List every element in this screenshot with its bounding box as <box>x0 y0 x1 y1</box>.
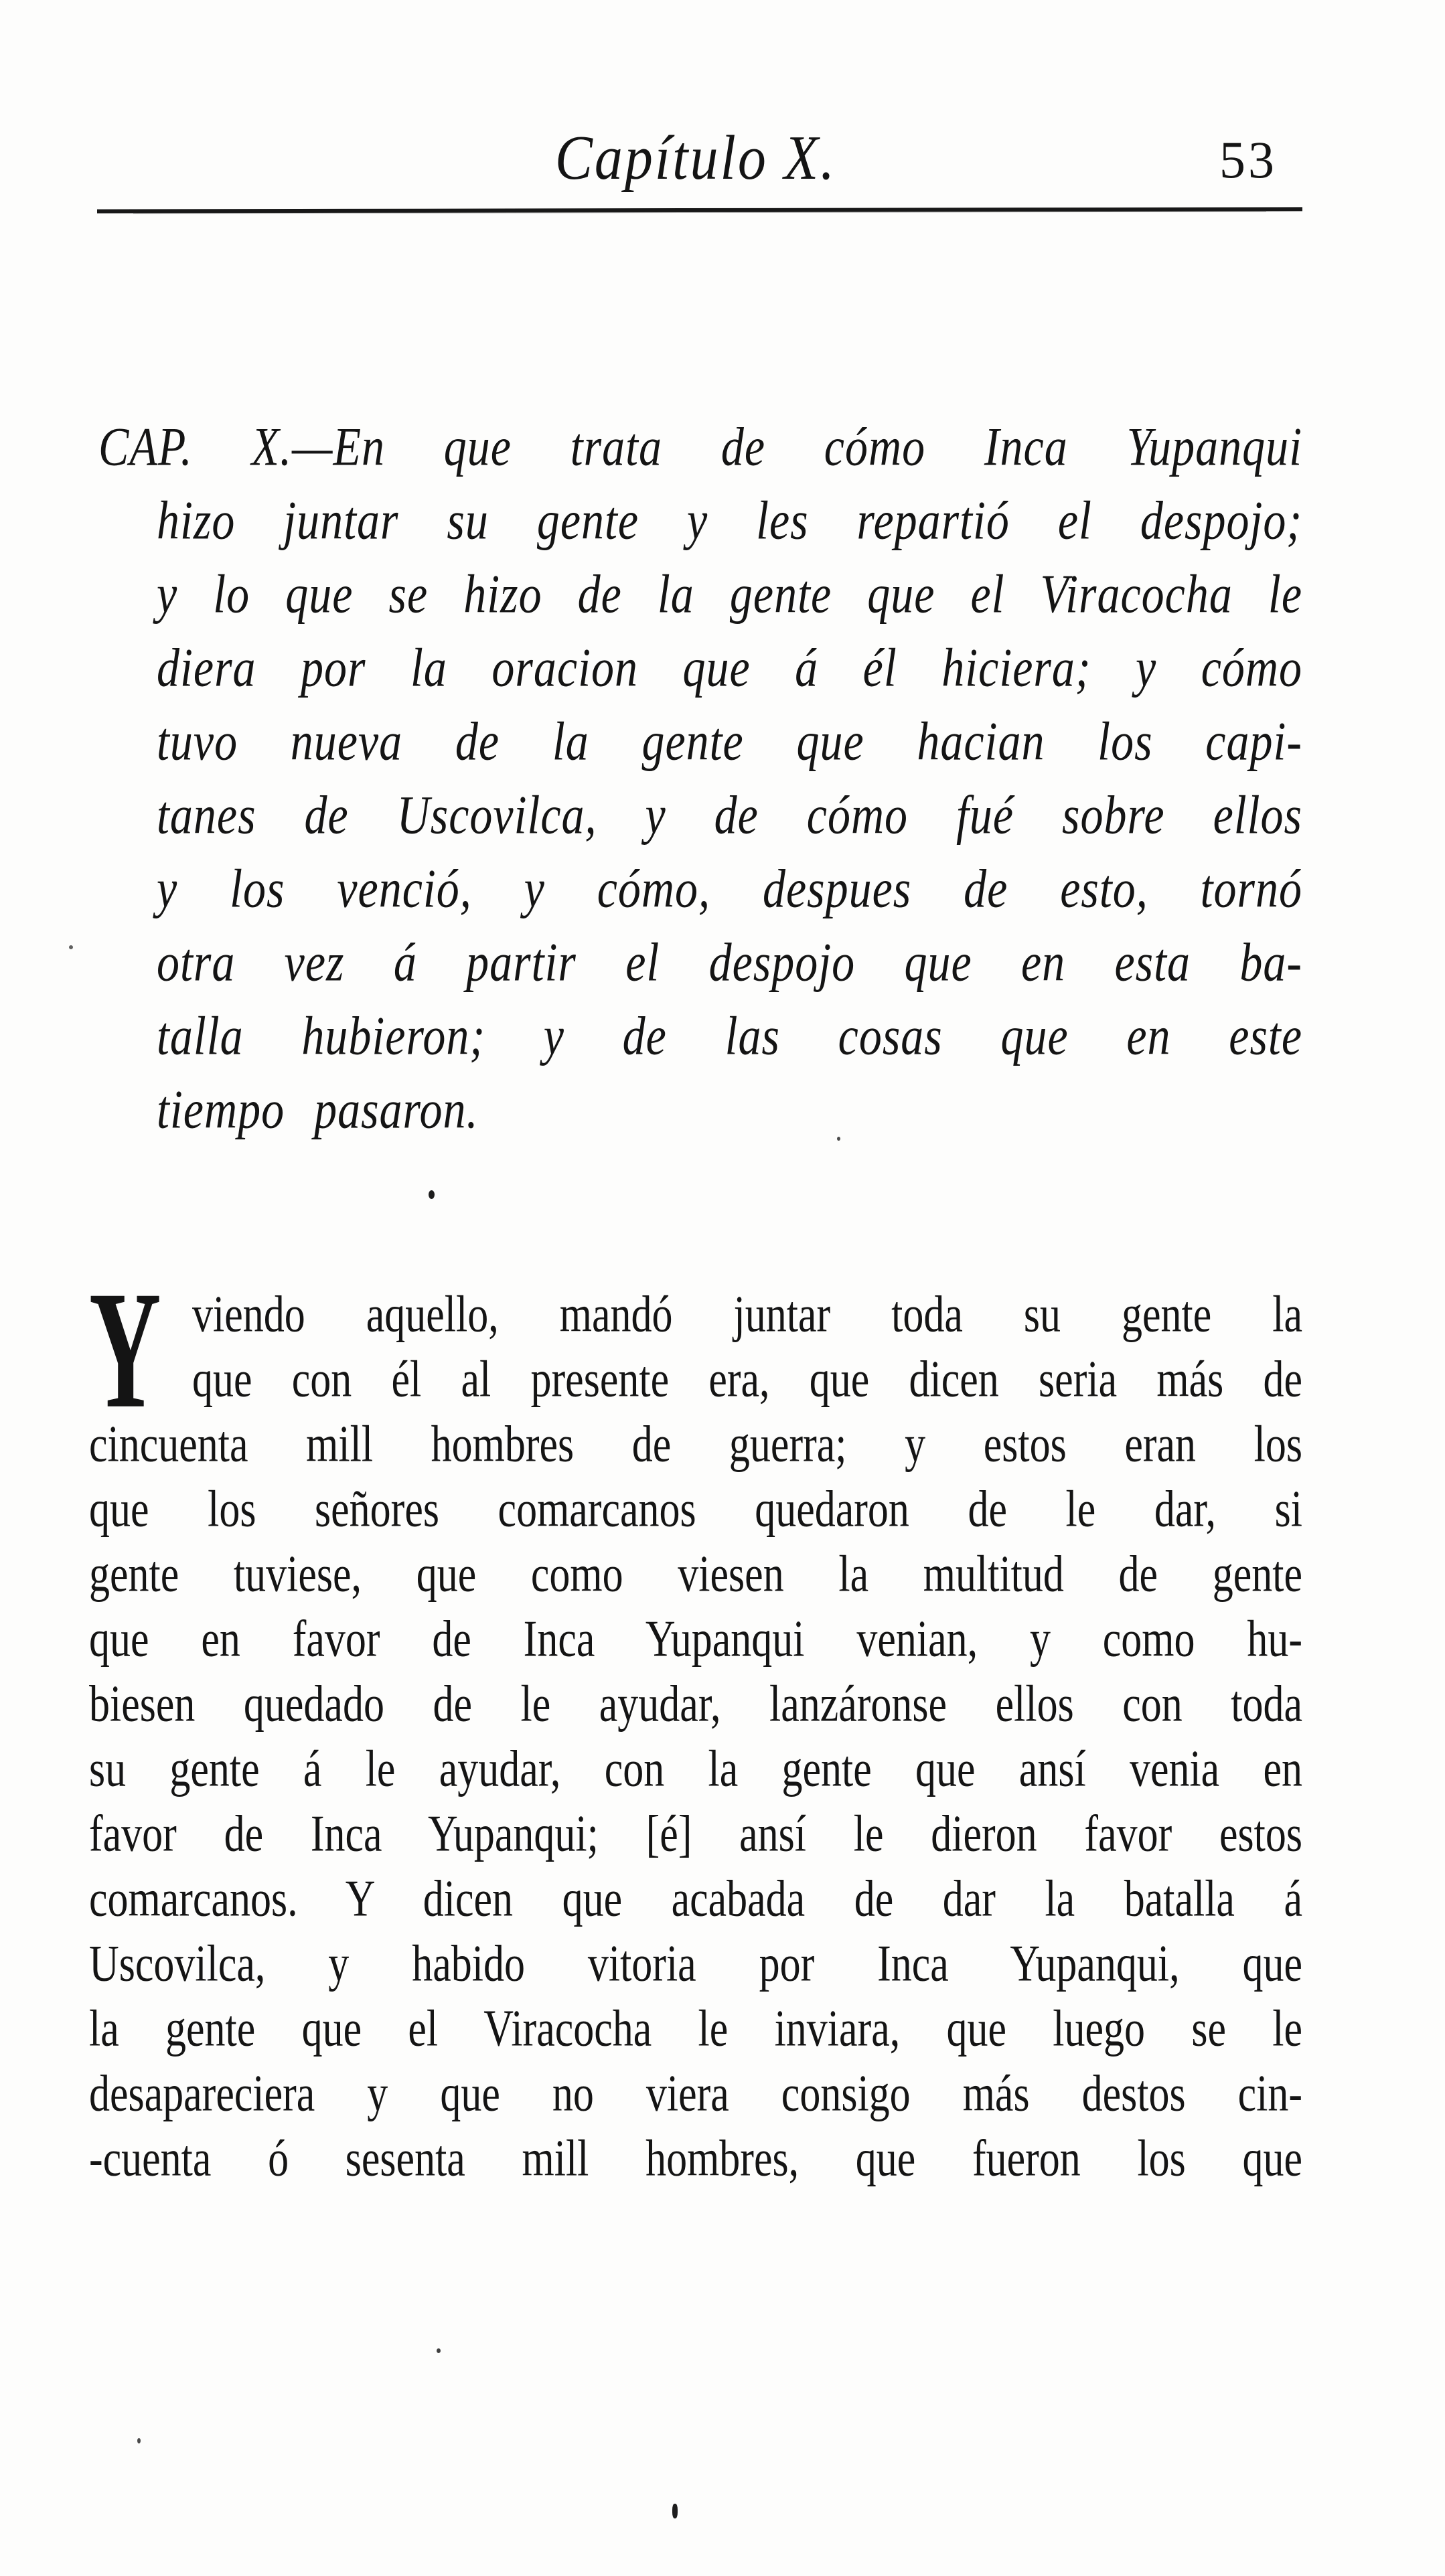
summary-line: y lo que se hizo de la gente que el Viracocha le <box>157 563 1302 625</box>
ink-speck <box>672 2504 678 2518</box>
ink-speck <box>437 2348 441 2353</box>
body-line: favor de Inca Yupanqui; [é] ansí le dieron favor estos <box>89 1805 1302 1863</box>
body-line: la gente que el Viracocha le inviara, que luego se le <box>89 2000 1302 2058</box>
body-line: desapareciera y que no viera consigo más destos cin- <box>89 2065 1302 2123</box>
body-paragraph <box>89 1256 1302 2192</box>
running-head <box>89 122 1302 202</box>
drop-cap-initial: Y <box>89 1256 161 1443</box>
body-line: biesen quedado de le ayudar, lanzáronse ellos con toda <box>89 1676 1302 1733</box>
body-line: que en favor de Inca Yupanqui venian, y como hu- <box>89 1611 1302 1668</box>
body-line: que con él al presente era, que dicen seria más de <box>192 1351 1302 1408</box>
body-line: comarcanos. Y dicen que acabada de dar la batalla á <box>89 1870 1302 1928</box>
body-line: que los señores comarcanos quedaron de le dar, si <box>89 1481 1302 1538</box>
ink-speck <box>137 2438 141 2443</box>
ink-speck <box>429 1190 435 1199</box>
chapter-summary <box>98 410 1302 1146</box>
ink-speck <box>837 1137 840 1141</box>
summary-line: CAP. X.—En que trata de cómo Inca Yupanqui <box>98 416 1302 477</box>
body-line: Uscovilca, y habido vitoria por Inca Yupanqui, que <box>89 1935 1302 1993</box>
summary-line: talla hubieron; y de las cosas que en este <box>157 1005 1302 1066</box>
ink-speck <box>69 945 73 949</box>
summary-line: diera por la oracion que á él hiciera; y cómo <box>157 637 1302 698</box>
body-line: gente tuviese, que como viesen la multitud de gente <box>89 1546 1302 1603</box>
summary-line: hizo juntar su gente y les repartió el despojo; <box>157 489 1302 551</box>
summary-line: tiempo pasaron. <box>157 1078 479 1140</box>
chapter-running-title: Capítulo X. <box>554 123 837 193</box>
summary-line: otra vez á partir el despojo que en esta ba- <box>157 931 1302 993</box>
page-number: 53 <box>1219 131 1277 189</box>
body-line: viendo aquello, mandó juntar toda su gente la <box>192 1286 1302 1344</box>
summary-line: tanes de Uscovilca, y de cómo fué sobre ellos <box>157 784 1302 846</box>
header-divider-rule <box>97 207 1302 213</box>
summary-line: tuvo nueva de la gente que hacian los capi- <box>157 710 1302 772</box>
body-line: su gente á le ayudar, con la gente que ansí venia en <box>89 1741 1302 1798</box>
body-line: cincuenta mill hombres de guerra; y estos eran los <box>89 1416 1302 1473</box>
summary-line: y los venció, y cómo, despues de esto, tornó <box>157 858 1302 919</box>
body-line: -cuenta ó sesenta mill hombres, que fueron los que <box>89 2130 1302 2188</box>
